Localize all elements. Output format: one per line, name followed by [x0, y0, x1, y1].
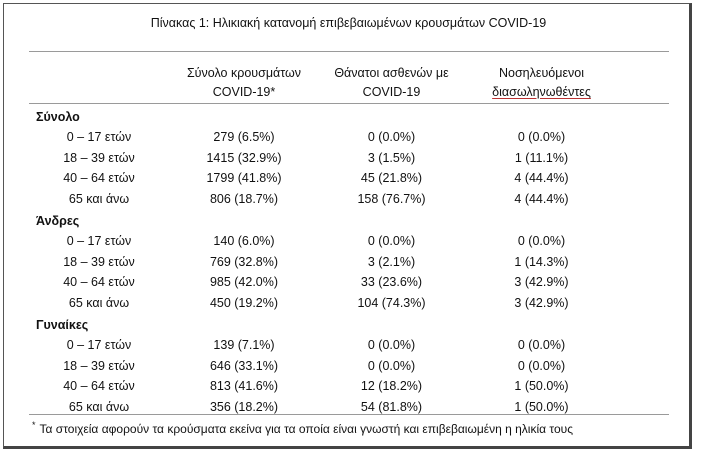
intubated-cell: 0 (0.0%): [517, 234, 566, 248]
table-row: [4, 338, 693, 358]
table-row: [4, 255, 693, 275]
table-row: [4, 130, 693, 150]
header-total-cases-line2: COVID-19*: [212, 85, 276, 99]
age-group-cell: 18 – 39 ετών: [63, 150, 135, 165]
age-group-cell: 18 – 39 ετών: [63, 358, 135, 373]
total-cases-cell: 806 (18.7%): [209, 191, 279, 206]
age-group-cell: 0 – 17 ετών: [66, 234, 132, 248]
total-cases-cell: 646 (33.1%): [209, 358, 279, 373]
intubated-cell: 1 (14.3%): [514, 254, 569, 269]
table-row: [4, 359, 693, 379]
age-group-cell: 65 και άνω: [68, 295, 130, 310]
intubated-cell: 1 (11.1%): [514, 150, 569, 165]
age-group-cell: 65 και άνω: [68, 191, 130, 206]
header-deaths-line2: COVID-19: [362, 85, 421, 99]
footnote-mark: *: [32, 420, 36, 430]
table-row: [4, 296, 693, 316]
footnote-text: Τα στοιχεία αφορούν τα κρούσματα εκείνα για τα οποία είναι γνωστή και επιβεβαιωμένη η ηλικία τους: [39, 422, 573, 436]
header-intubated-line1: Νοσηλευόμενοι: [498, 66, 584, 80]
total-cases-cell: 139 (7.1%): [213, 338, 275, 352]
age-group-cell: 0 – 17 ετών: [66, 338, 132, 352]
intubated-cell: 1 (50.0%): [514, 379, 569, 394]
table-row: [4, 379, 693, 399]
intubated-cell: 1 (50.0%): [514, 399, 569, 414]
deaths-cell: 0 (0.0%): [367, 234, 416, 248]
header-total-cases-line1: Σύνολο κρουσμάτων: [186, 66, 302, 80]
total-cases-cell: 769 (32.8%): [209, 254, 279, 269]
age-group-cell: 65 και άνω: [68, 399, 130, 414]
total-cases-cell: 140 (6.0%): [213, 234, 275, 248]
header-deaths-line1: Θάνατοι ασθενών με: [334, 66, 449, 80]
intubated-cell: 4 (44.4%): [514, 191, 569, 206]
table-row: [4, 234, 693, 254]
deaths-cell: 3 (1.5%): [367, 150, 416, 165]
deaths-cell: 45 (21.8%): [360, 171, 423, 186]
deaths-cell: 33 (23.6%): [360, 275, 423, 290]
total-cases-cell: 450 (19.2%): [209, 295, 279, 310]
age-group-cell: 40 – 64 ετών: [63, 171, 135, 186]
intubated-cell: 3 (42.9%): [514, 295, 569, 310]
header-intubated-line2: διασωληνωθέντες: [492, 85, 591, 99]
deaths-cell: 104 (74.3%): [357, 295, 426, 310]
total-cases-cell: 813 (41.6%): [209, 379, 279, 394]
table-row: [4, 192, 693, 212]
age-group-cell: 40 – 64 ετών: [63, 275, 135, 290]
intubated-cell: 0 (0.0%): [517, 358, 566, 373]
table-row: [4, 151, 693, 171]
deaths-cell: 0 (0.0%): [367, 130, 416, 144]
group-heading: Άνδρες: [36, 214, 80, 228]
header-total-cases: [179, 64, 309, 102]
deaths-cell: 0 (0.0%): [367, 358, 416, 373]
total-cases-cell: 1799 (41.8%): [206, 171, 282, 186]
total-cases-cell: 985 (42.0%): [209, 275, 279, 290]
deaths-cell: 0 (0.0%): [367, 338, 416, 352]
deaths-cell: 12 (18.2%): [360, 379, 423, 394]
group-heading: Γυναίκες: [36, 318, 89, 332]
intubated-cell: 3 (42.9%): [514, 275, 569, 290]
age-group-cell: 18 – 39 ετών: [63, 254, 135, 269]
footnote: [32, 420, 573, 436]
table-row: [4, 400, 693, 420]
bottom-rule: [29, 414, 669, 415]
header-intubated: [474, 64, 609, 102]
table-row: [4, 171, 693, 191]
table-title: Πίνακας 1: Ηλικιακή κατανομή επιβεβαιωμένων κρουσμάτων COVID-19: [150, 16, 547, 30]
table-row: [4, 275, 693, 295]
table-frame: [3, 3, 692, 449]
intubated-cell: 0 (0.0%): [517, 338, 566, 352]
total-cases-cell: 279 (6.5%): [213, 130, 275, 144]
total-cases-cell: 356 (18.2%): [209, 399, 279, 414]
intubated-cell: 0 (0.0%): [517, 130, 566, 144]
group-heading: Σύνολο: [36, 110, 80, 124]
total-cases-cell: 1415 (32.9%): [206, 150, 282, 165]
header-deaths: [324, 64, 459, 102]
age-group-cell: 0 – 17 ετών: [66, 130, 132, 144]
deaths-cell: 54 (81.8%): [360, 399, 423, 414]
intubated-cell: 4 (44.4%): [514, 171, 569, 186]
top-rule: [29, 51, 669, 52]
age-group-cell: 40 – 64 ετών: [63, 379, 135, 394]
deaths-cell: 3 (2.1%): [367, 254, 416, 269]
header-rule: [29, 103, 669, 104]
deaths-cell: 158 (76.7%): [357, 191, 426, 206]
